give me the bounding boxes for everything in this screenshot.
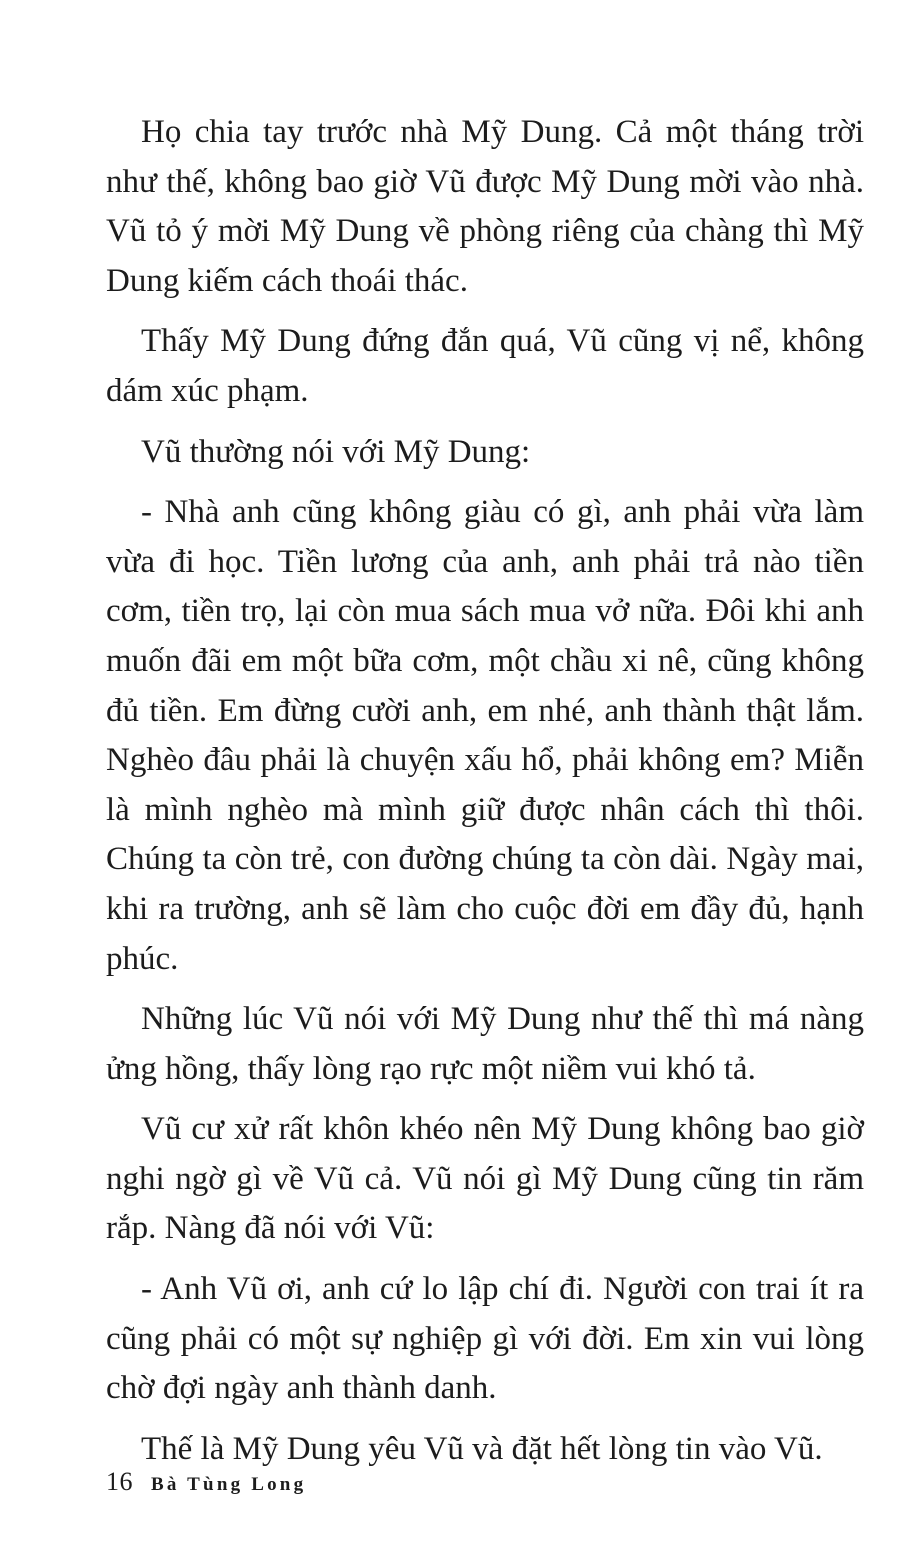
author-name: Bà Tùng Long	[151, 1474, 307, 1495]
paragraph: Họ chia tay trước nhà Mỹ Dung. Cả một tháng trời như thế, không bao giờ Vũ được Mỹ Dung mời vào nhà. Vũ tỏ ý mời Mỹ Dung về phòng riêng của chàng thì Mỹ Dung kiếm cách thoái thác.	[106, 114, 864, 299]
paragraph: - Anh Vũ ơi, anh cứ lo lập chí đi. Người con trai ít ra cũng phải có một sự nghiệp gì với đời. Em xin vui lòng chờ đợi ngày anh thành danh.	[106, 1271, 864, 1407]
paragraph: Thấy Mỹ Dung đứng đắn quá, Vũ cũng vị nể, không dám xúc phạm.	[106, 323, 864, 409]
paragraph: Thế là Mỹ Dung yêu Vũ và đặt hết lòng tin vào Vũ.	[141, 1430, 823, 1467]
page-number: 16	[106, 1467, 133, 1496]
body-text	[106, 108, 864, 1474]
page-footer	[106, 1467, 306, 1503]
paragraph: Vũ cư xử rất khôn khéo nên Mỹ Dung không bao giờ nghi ngờ gì về Vũ cả. Vũ nói gì Mỹ Dung cũng tin răm rắp. Nàng đã nói với Vũ:	[106, 1111, 864, 1247]
paragraph: - Nhà anh cũng không giàu có gì, anh phải vừa làm vừa đi học. Tiền lương của anh, anh phải trả nào tiền cơm, tiền trọ, lại còn mua sách mua vở nữa. Đôi khi anh muốn đãi em một bữa cơm, một chầu xi nê, cũng không đủ tiền. Em đừng cười anh, em nhé, anh thành thật lắm. Nghèo đâu phải là chuyện xấu hổ, phải không em? Miễn là mình nghèo mà mình giữ được nhân cách thì thôi. Chúng ta còn trẻ, con đường chúng ta còn dài. Ngày mai, khi ra trường, anh sẽ làm cho cuộc đời em đầy đủ, hạnh phúc.	[106, 494, 864, 977]
paragraph: Vũ thường nói với Mỹ Dung:	[141, 433, 531, 470]
paragraph: Những lúc Vũ nói với Mỹ Dung như thế thì má nàng ửng hồng, thấy lòng rạo rực một niềm vui khó tả.	[106, 1001, 864, 1087]
